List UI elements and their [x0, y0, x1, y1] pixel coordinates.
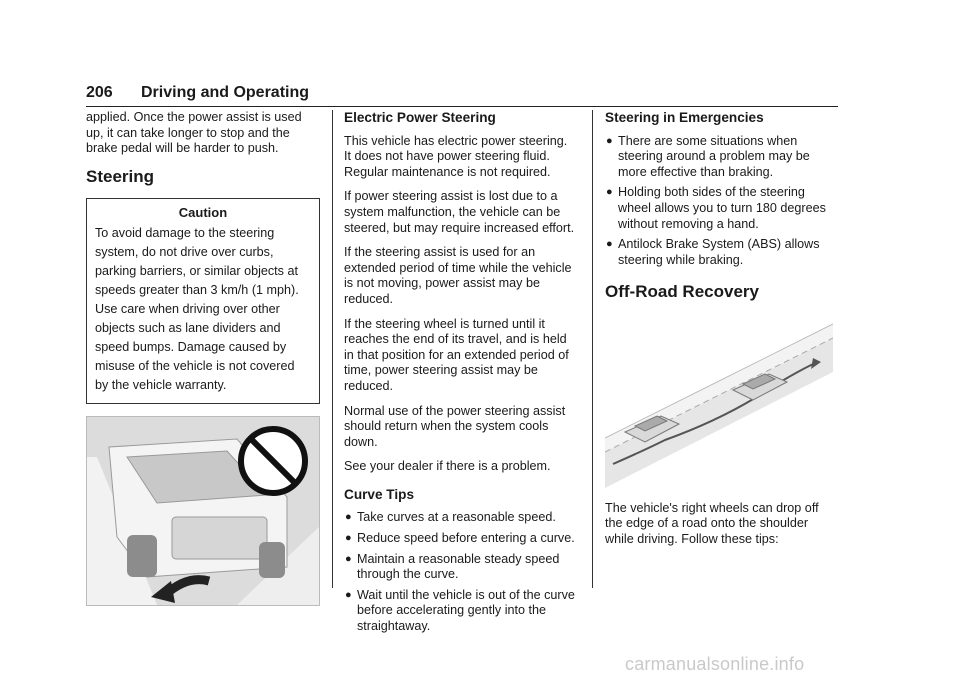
eps-paragraph-4: If the steering wheel is turned until it reaches the end of its travel, and is held in that position for an extended period of time, power steering assist may be reduced.	[344, 316, 569, 393]
caution-box	[86, 198, 320, 404]
list-item: ● Maintain a reasonable steady speed through the curve.	[345, 551, 560, 582]
eps-paragraph-5: Normal use of the power steering assist should return when the system cools down.	[344, 403, 566, 449]
curve-tips-list	[344, 510, 576, 634]
column-right	[605, 110, 837, 556]
watermark: carmanualsonline.info	[625, 654, 805, 674]
column-middle	[344, 110, 576, 645]
steering-heading: Steering	[86, 166, 155, 186]
list-item: ● Reduce speed before entering a curve.	[345, 531, 575, 546]
list-item: ● Wait until the vehicle is out of the curve before accelerating gently into the straightaway.	[345, 587, 575, 634]
curb-warning-illustration	[86, 416, 320, 606]
list-item: ● Holding both sides of the steering wheel allows you to turn 180 degrees without removing a hand.	[606, 185, 826, 231]
page-header	[86, 84, 838, 107]
list-item: ● There are some situations when steering around a problem may be more effective than braking.	[606, 133, 810, 179]
off-road-paragraph: The vehicle's right wheels can drop off the edge of a road onto the shoulder while driving. Follow these tips:	[605, 500, 819, 546]
page-number: 206	[86, 84, 113, 101]
off-road-recovery-illustration	[605, 312, 833, 488]
list-item: ● Take curves at a reasonable speed.	[345, 510, 556, 525]
emergency-tips-list	[605, 134, 837, 269]
section-title: Driving and Operating	[141, 84, 310, 101]
curve-tips-heading: Curve Tips	[344, 486, 415, 502]
caution-title: Caution	[178, 205, 228, 221]
caution-text: To avoid damage to the steering system, do not drive over curbs, parking barriers, or similar objects at speeds greater than 3 km/h (1 mph). Use care when driving over other objects such as lane dividers and speed bumps. Damage caused by misuse of the vehicle is not covered by the vehicle warranty.	[95, 226, 299, 393]
list-item: ● Antilock Brake System (ABS) allows steering while braking.	[606, 237, 820, 267]
intro-paragraph: applied. Once the power assist is used up, it can take longer to stop and the brake pedal will be harder to push.	[86, 110, 302, 156]
eps-paragraph-3: If the steering assist is used for an extended period of time while the vehicle is not moving, power assist may be reduced.	[344, 245, 572, 306]
column-divider-2	[592, 110, 593, 588]
eps-paragraph-6: See your dealer if there is a problem.	[344, 459, 551, 474]
eps-paragraph-2: If power steering assist is lost due to a system malfunction, the vehicle can be steered, but may require increased effort.	[344, 189, 575, 235]
electric-power-steering-heading: Electric Power Steering	[344, 110, 496, 125]
eps-paragraph-1: This vehicle has electric power steering. It does not have power steering fluid. Regular maintenance is not required.	[344, 133, 568, 179]
column-left	[86, 110, 320, 606]
column-divider-1	[332, 110, 333, 588]
steering-emergencies-heading: Steering in Emergencies	[605, 110, 764, 125]
off-road-recovery-heading: Off-Road Recovery	[605, 282, 759, 302]
